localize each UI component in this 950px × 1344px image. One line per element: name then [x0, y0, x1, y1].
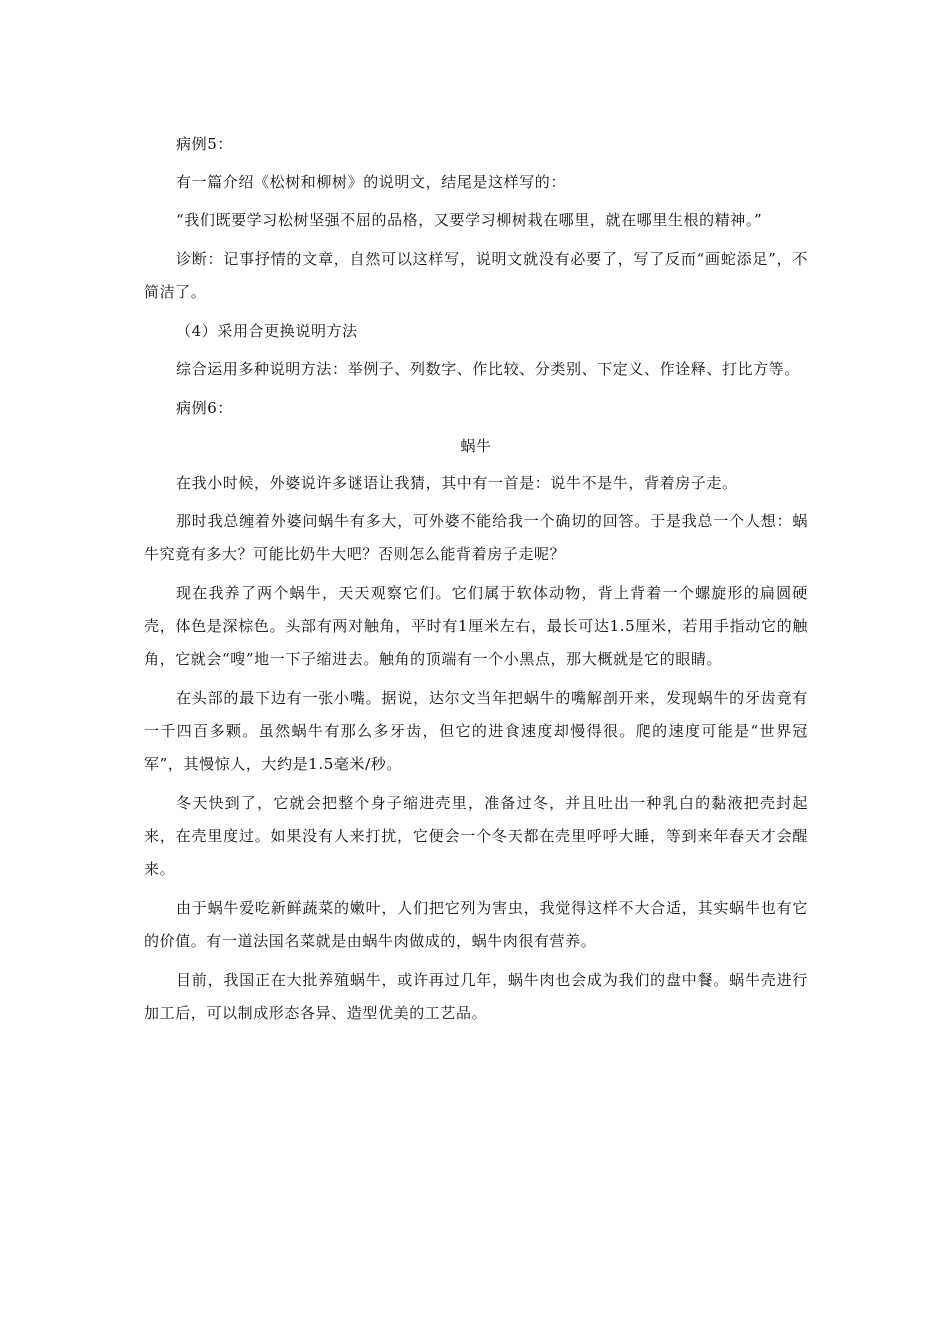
- article-paragraph: 在我小时候，外婆说许多谜语让我猜，其中有一首是：说牛不是牛，背着房子走。: [176, 474, 738, 492]
- article-paragraph: 目前，我国正在大批养殖蜗牛，或许再过几年，蜗牛肉也会成为我们的盘中餐。蜗牛壳进行加工后，可以制成形态各异、造型优美的工艺品。: [144, 971, 808, 1022]
- case-diagnosis: 诊断：记事抒情的文章，自然可以这样写，说明文就没有必要了，写了反而“画蛇添足”，不简洁了。: [144, 250, 808, 301]
- case-quote: “我们既要学习松树坚强不屈的品格，又要学习柳树栽在哪里，就在哪里生根的精神。”: [176, 211, 763, 229]
- section-text: 综合运用多种说明方法：举例子、列数字、作比较、分类别、下定义、作诠释、打比方等。: [176, 360, 801, 378]
- case-label-6: 病例6：: [176, 399, 233, 417]
- article-paragraph: 在头部的最下边有一张小嘴。据说，达尔文当年把蜗牛的嘴解剖开来，发现蜗牛的牙齿竟有一千四百多颗。虽然蜗牛有那么多牙齿，但它的进食速度却慢得很。爬的速度可能是“世界冠军”，其慢惊人，大约是1.5毫米/秒。: [144, 689, 808, 773]
- case-label-5: 病例5：: [176, 135, 233, 153]
- section-heading: （4）采用合更换说明方法: [176, 322, 358, 340]
- article-paragraph: 那时我总缠着外婆问蜗牛有多大，可外婆不能给我一个确切的回答。于是我总一个人想：蜗牛究竟有多大？可能比奶牛大吧？否则怎么能背着房子走呢？: [144, 512, 808, 563]
- case-intro: 有一篇介绍《松树和柳树》的说明文，结尾是这样写的：: [176, 173, 567, 191]
- article-paragraph: 冬天快到了，它就会把整个身子缩进壳里，准备过冬，并且吐出一种乳白的黏液把壳封起来，在壳里度过。如果没有人来打扰，它便会一个冬天都在壳里呼呼大睡，等到来年春天才会醒来。: [144, 794, 808, 878]
- article-title: 蜗牛: [460, 437, 492, 455]
- article-paragraph: 由于蜗牛爱吃新鲜蔬菜的嫩叶，人们把它列为害虫，我觉得这样不大合适，其实蜗牛也有它的价值。有一道法国名菜就是由蜗牛肉做成的，蜗牛肉很有营养。: [144, 899, 808, 950]
- article-paragraph: 现在我养了两个蜗牛，天天观察它们。它们属于软体动物，背上背着一个螺旋形的扁圆硬壳，体色是深棕色。头部有两对触角，平时有1厘米左右，最长可达1.5厘米，若用手指动它的触角，它就会“嗖”地一下子缩进去。触角的顶端有一个小黑点，那大概就是它的眼睛。: [144, 584, 808, 668]
- article: [144, 430, 808, 1030]
- document-body: [144, 128, 808, 1036]
